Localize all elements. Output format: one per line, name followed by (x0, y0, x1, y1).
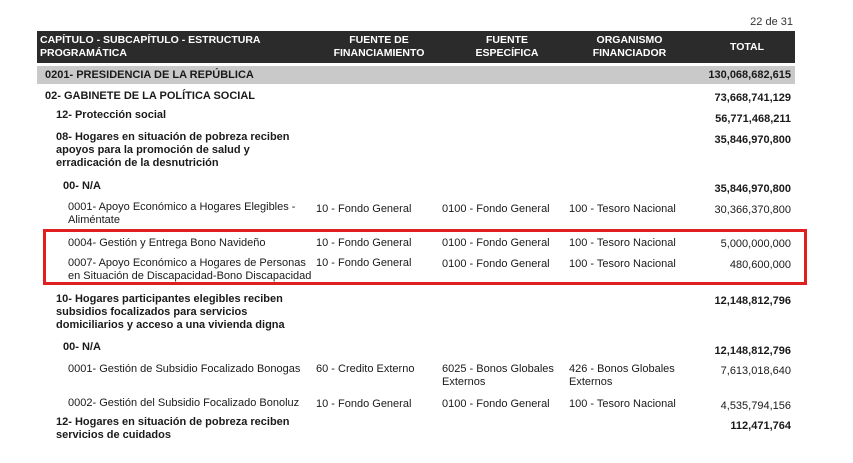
table-row-fuente: 10 - Fondo General (316, 237, 412, 249)
table-row-label: 0002- Gestión del Subsidio Focalizado Bonoluz (68, 397, 300, 409)
table-row-total: 7,613,018,640 (720, 365, 791, 377)
table-row-fuente: 10 - Fondo General (316, 203, 412, 215)
table-row-total: 112,471,764 (730, 420, 791, 432)
table-row-label: 0007- Apoyo Económico a Hogares de Personas en Situación de Discapacidad-Bono Discapacidad (68, 257, 312, 282)
table-row-organismo: 100 - Tesoro Nacional (569, 237, 676, 249)
table-row-total: 30,366,370,800 (714, 204, 791, 216)
page-number: 22 de 31 (750, 16, 793, 28)
table-row-especifica: 0100 - Fondo General (442, 203, 550, 215)
table-row-label: 00- N/A (63, 341, 101, 353)
header-organismo-financiador: ORGANISMO FINANCIADOR (592, 34, 667, 59)
table-row-total: 35,846,970,800 (714, 134, 791, 146)
table-row-especifica: 0100 - Fondo General (442, 398, 550, 410)
table-row-total: 35,846,970,800 (714, 183, 791, 195)
table-row-label: 12- Protección social (56, 109, 167, 121)
table-row-label: 0004- Gestión y Entrega Bono Navideño (68, 237, 266, 249)
highlight-box (43, 229, 807, 285)
table-row-especifica: 0100 - Fondo General (442, 237, 550, 249)
table-row-especifica: 6025 - Bonos Globales Externos (442, 363, 554, 388)
table-row-label: 12- Hogares en situación de pobreza reciben servicios de cuidados (56, 416, 290, 441)
table-row-organismo: 100 - Tesoro Nacional (569, 398, 676, 410)
table-row-especifica: 0100 - Fondo General (442, 258, 550, 270)
header-estructura: CAPÍTULO - SUBCAPÍTULO - ESTRUCTURA PROGRAMÁTICA (40, 34, 261, 59)
table-row-fuente: 10 - Fondo General (316, 257, 412, 269)
table-header (37, 31, 795, 63)
header-fuente-financiamiento: FUENTE DE FINANCIAMIENTO (333, 34, 425, 59)
table-row-label: 08- Hogares en situación de pobreza reciben apoyos para la promoción de salud y erradicación de la desnutrición (56, 131, 290, 169)
table-row-total: 4,535,794,156 (720, 400, 791, 412)
table-row-total: 73,668,741,129 (714, 92, 791, 104)
table-row-label: 0001- Apoyo Económico a Hogares Elegibles - Aliméntate (68, 201, 296, 226)
header-fuente-especifica: FUENTE ESPECÍFICA (475, 34, 539, 59)
table-row-label: 10- Hogares participantes elegibles reciben subsidios focalizados para servicios domiciliarios y acceso a una vivienda digna (56, 293, 285, 331)
table-row-total: 12,148,812,796 (714, 345, 791, 357)
header-total: TOTAL (729, 41, 765, 53)
table-row-total: 56,771,468,211 (715, 113, 791, 125)
table-row-fuente: 10 - Fondo General (316, 398, 412, 410)
table-row-label: 00- N/A (63, 180, 101, 192)
table-row-label: 0001- Gestión de Subsidio Focalizado Bonogas (68, 363, 301, 375)
table-row-fuente: 60 - Credito Externo (316, 363, 415, 375)
table-row-label: 0201- PRESIDENCIA DE LA REPÚBLICA (45, 69, 254, 81)
table-row-total: 480,600,000 (729, 259, 791, 271)
table-row-total: 12,148,812,796 (714, 295, 791, 307)
table-row-organismo: 426 - Bonos Globales Externos (569, 363, 675, 388)
table-row-organismo: 100 - Tesoro Nacional (569, 258, 676, 270)
table-row-organismo: 100 - Tesoro Nacional (569, 203, 676, 215)
table-row-label: 02- GABINETE DE LA POLÍTICA SOCIAL (45, 90, 256, 102)
table-row-total: 5,000,000,000 (720, 238, 791, 250)
table-row-total: 130,068,682,615 (708, 69, 791, 81)
